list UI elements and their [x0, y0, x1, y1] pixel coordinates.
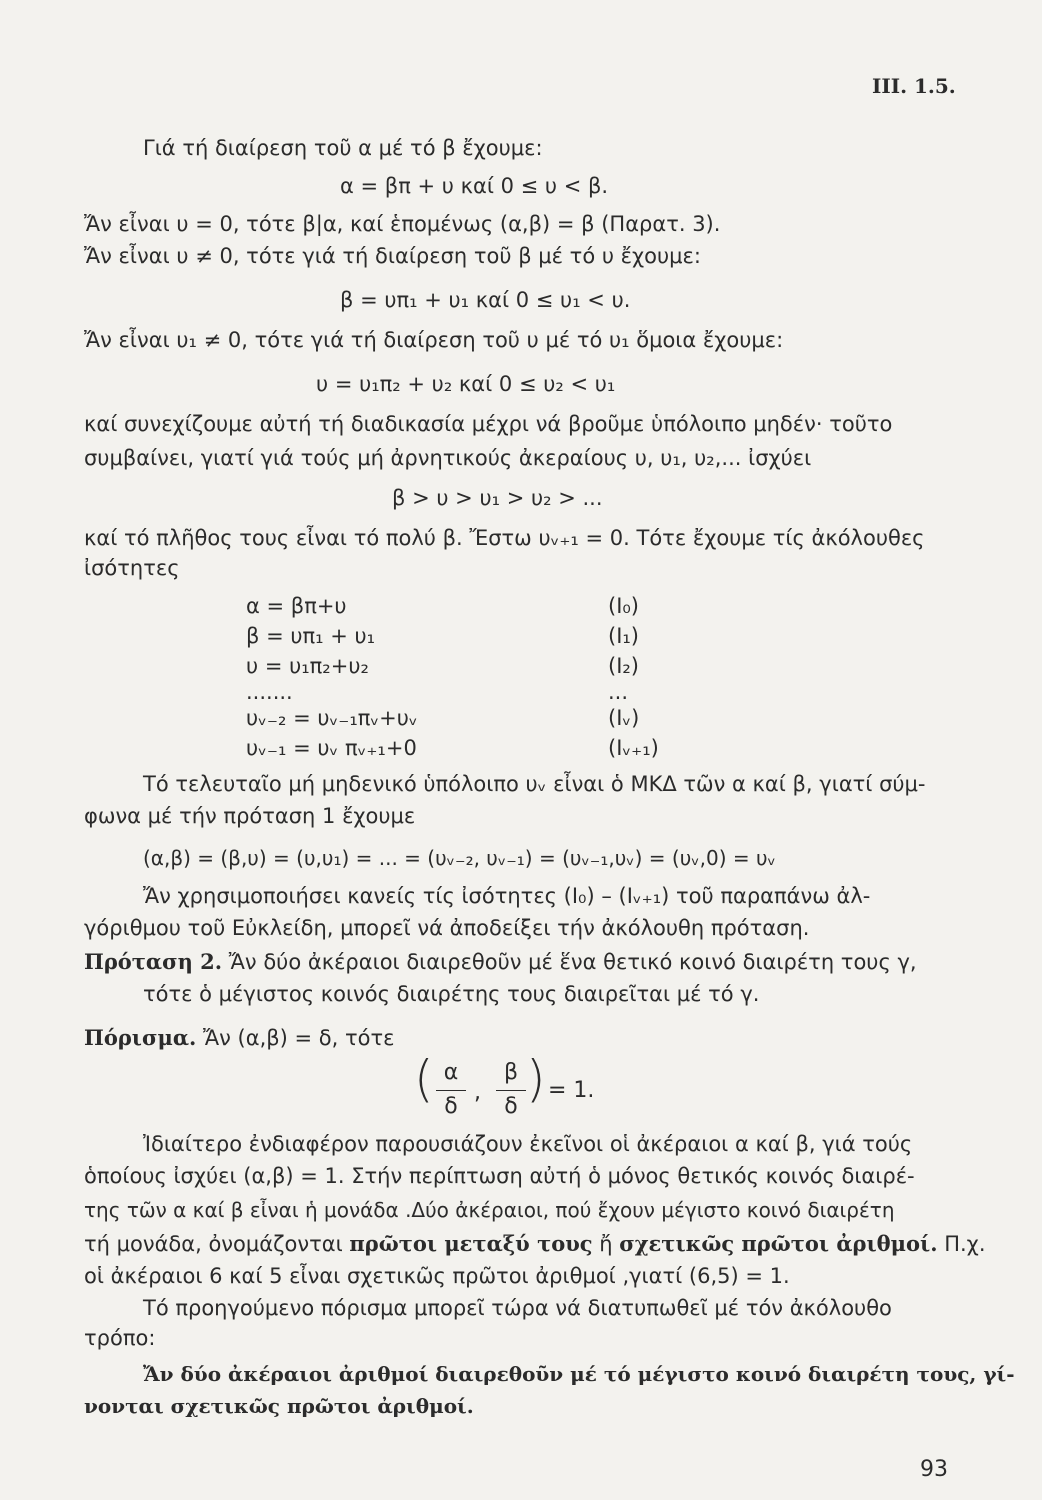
- text-line: γόριθμου τοῦ Εὐκλείδη, μπορεῖ νά ἀποδείξει τήν ἀκόλουθη πρόταση.: [84, 916, 810, 940]
- text-line: φωνα μέ τήν πρόταση 1 ἔχουμε: [84, 804, 416, 828]
- conclusion-line: Ἄν δύο ἀκέραιοι ἀριθμοί διαιρεθοῦν μέ τό μέγιστο κοινό διαιρέτη τους, γί-: [143, 1362, 1015, 1386]
- equation-line: α = βπ + υ καί 0 ≤ υ < β.: [340, 174, 609, 198]
- equation-label: ...: [608, 680, 629, 704]
- proposition-line: [84, 948, 917, 976]
- frac-comma: ,: [474, 1080, 481, 1105]
- equation-label: (Iᵥ): [608, 706, 640, 730]
- equation: υᵥ₋₁ = υᵥ πᵥ₊₁+0: [246, 736, 417, 760]
- formula-result: = 1.: [548, 1078, 595, 1103]
- text-line: καί τό πλῆθος τους εἶναι τό πολύ β. Ἔστω υᵥ₊₁ = 0. Τότε ἔχουμε τίς ἀκόλουθες: [84, 526, 925, 550]
- text-line: καί συνεχίζουμε αὐτή τή διαδικασία μέχρι νά βροῦμε ὑπόλοιπο μηδέν· τοῦτο: [84, 412, 893, 436]
- text-line: ὁποίους ἰσχύει (α,β) = 1. Στήν περίπτωση αὐτή ὁ μόνος θετικός κοινός διαιρέ-: [84, 1164, 915, 1188]
- corollary-formula: [414, 1050, 624, 1126]
- equation: β = υπ₁ + υ₁: [246, 624, 376, 648]
- text-line: Γιά τή διαίρεση τοῦ α μέ τό β ἔχουμε:: [143, 136, 543, 160]
- text-line: ἰσότητες: [84, 556, 180, 580]
- page-number: 93: [920, 1457, 948, 1482]
- text-run: ἤ: [599, 1232, 613, 1256]
- equation: .......: [246, 680, 293, 704]
- corollary-text: Ἄν (α,β) = δ, τότε: [202, 1026, 395, 1050]
- text-line: Ἄν χρησιμοποιήσει κανείς τίς ἰσότητες (I₀) – (Iᵥ₊₁) τοῦ παραπάνω ἀλ-: [143, 884, 871, 908]
- equation-line: (α,β) = (β,υ) = (υ,υ₁) = ... = (υᵥ₋₂, υᵥ₋₁) = (υᵥ₋₁,υᵥ) = (υᵥ,0) = υᵥ: [143, 846, 776, 870]
- equation: α = βπ+υ: [246, 594, 347, 618]
- corollary-label: Πόρισμα.: [84, 1025, 197, 1050]
- conclusion-line-2: νονται σχετικῶς πρῶτοι ἀριθμοί.: [84, 1394, 474, 1418]
- equation-label: (I₀): [608, 594, 639, 618]
- frac-b-bar: [496, 1090, 526, 1091]
- corollary-line: [84, 1024, 394, 1052]
- term-bold: σχετικῶς πρῶτοι ἀριθμοί.: [619, 1231, 938, 1256]
- term-bold: πρῶτοι μεταξύ τους: [349, 1231, 593, 1256]
- text-line-mixed: [84, 1230, 986, 1258]
- text-line: της τῶν α καί β εἶναι ἡ μονάδα .Δύο ἀκέραιοι, πού ἔχουν μέγιστο κοινό διαιρέτη: [84, 1198, 895, 1222]
- proposition-text: Ἄν δύο ἀκέραιοι διαιρεθοῦν μέ ἕνα θετικό κοινό διαιρέτη τους γ,: [228, 950, 917, 974]
- equation: υ = υ₁π₂+υ₂: [246, 654, 369, 678]
- proposition-line-2: τότε ὁ μέγιστος κοινός διαιρέτης τους διαιρεῖται μέ τό γ.: [143, 982, 760, 1006]
- text-line: Ἄν εἶναι υ ≠ 0, τότε γιά τή διαίρεση τοῦ β μέ τό υ ἔχουμε:: [84, 244, 701, 268]
- equation-line: υ = υ₁π₂ + υ₂ καί 0 ≤ υ₂ < υ₁: [316, 372, 616, 396]
- equation-label: (I₁): [608, 624, 639, 648]
- frac-b-numerator: β: [503, 1060, 519, 1085]
- section-header: III. 1.5.: [872, 74, 956, 98]
- right-paren: ): [526, 1050, 546, 1108]
- equation-label: (Iᵥ₊₁): [608, 736, 659, 760]
- equation-line: β = υπ₁ + υ₁ καί 0 ≤ υ₁ < υ.: [340, 288, 631, 312]
- frac-a-bar: [436, 1090, 466, 1091]
- text-run: τή μονάδα, ὀνομάζονται: [84, 1232, 343, 1256]
- equation: υᵥ₋₂ = υᵥ₋₁πᵥ+υᵥ: [246, 706, 418, 730]
- text-run: Π.χ.: [944, 1232, 986, 1256]
- frac-a-numerator: α: [443, 1060, 459, 1085]
- text-line: τρόπο:: [84, 1326, 156, 1350]
- left-paren: (: [414, 1050, 434, 1108]
- text-line: Τό τελευταῖο μή μηδενικό ὑπόλοιπο υᵥ εἶναι ὁ ΜΚΔ τῶν α καί β, γιατί σύμ-: [143, 772, 926, 796]
- equation-line: β > υ > υ₁ > υ₂ > ...: [392, 486, 603, 510]
- equation-label: (I₂): [608, 654, 639, 678]
- frac-b-denominator: δ: [504, 1094, 518, 1119]
- text-line: οἱ ἀκέραιοι 6 καί 5 εἶναι σχετικῶς πρῶτοι ἀριθμοί ,γιατί (6,5) = 1.: [84, 1264, 790, 1288]
- proposition-label: Πρόταση 2.: [84, 949, 223, 974]
- text-line: συμβαίνει, γιατί γιά τούς μή ἀρνητικούς ἀκεραίους υ, υ₁, υ₂,... ἰσχύει: [84, 446, 812, 470]
- text-line: Ἄν εἶναι υ = 0, τότε β|α, καί ἑπομένως (α,β) = β (Παρατ. 3).: [84, 212, 721, 236]
- text-line: Ἰδιαίτερο ἐνδιαφέρον παρουσιάζουν ἐκεῖνοι οἱ ἀκέραιοι α καί β, γιά τούς: [143, 1132, 913, 1156]
- text-line: Ἄν εἶναι υ₁ ≠ 0, τότε γιά τή διαίρεση τοῦ υ μέ τό υ₁ ὅμοια ἔχουμε:: [84, 328, 784, 352]
- text-line: Τό προηγούμενο πόρισμα μπορεῖ τώρα νά διατυπωθεῖ μέ τόν ἀκόλουθο: [143, 1296, 892, 1320]
- frac-a-denominator: δ: [444, 1094, 458, 1119]
